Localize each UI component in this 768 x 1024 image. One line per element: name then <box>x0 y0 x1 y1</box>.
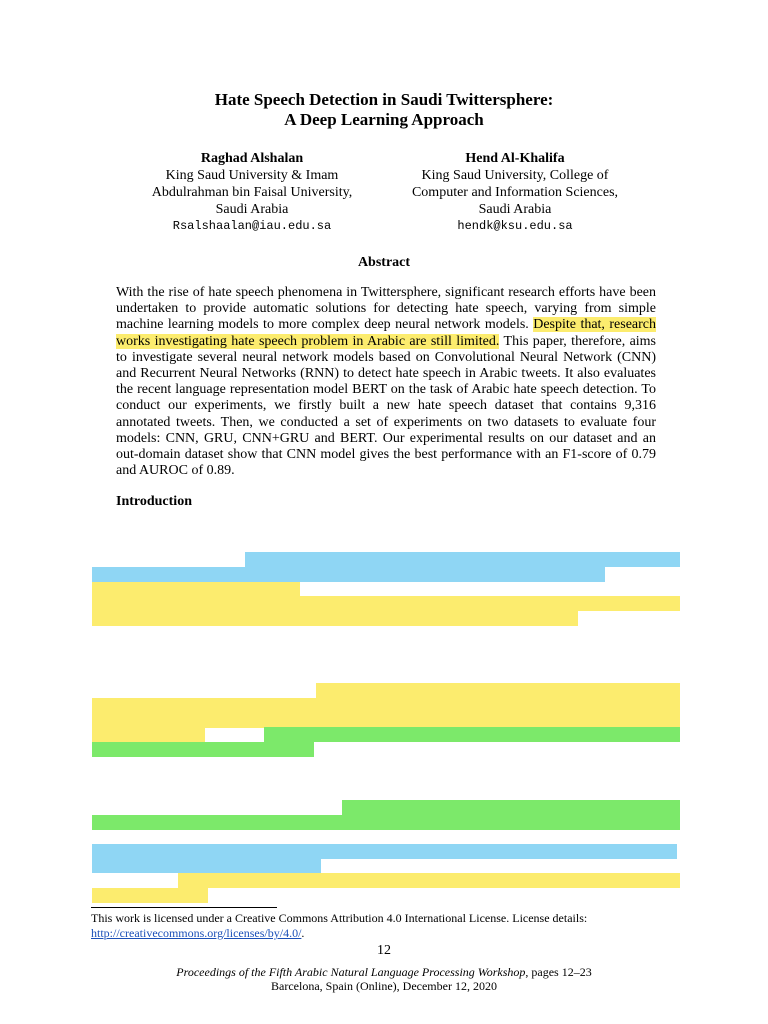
highlight-bar-yellow <box>316 683 680 698</box>
highlight-bar-yellow <box>92 582 300 597</box>
proceedings-line-2: Barcelona, Spain (Online), December 12, 2020 <box>271 979 497 993</box>
highlight-bar-green <box>342 800 680 815</box>
proceedings-title: Proceedings of the Fifth Arabic Natural Language Processing Workshop <box>176 965 526 979</box>
highlight-bar-yellow <box>92 713 680 728</box>
highlight-bar-green <box>264 727 680 742</box>
abstract-highlighted-sentence: Despite that, research works investigating hate speech problem in Arabic are still limited. <box>116 317 657 349</box>
proceedings-pages: , pages 12–23 <box>525 965 592 979</box>
author-2 <box>365 150 665 235</box>
author-1-email: Rsalshaalan@iau.edu.sa <box>172 219 332 233</box>
page-number: 12 <box>377 943 391 958</box>
proceedings-line-1 <box>0 965 768 980</box>
introduction-heading: Introduction <box>116 494 192 509</box>
highlight-bar-blue <box>92 844 677 859</box>
license-link[interactable]: http://creativecommons.org/licenses/by/4.0/ <box>91 926 302 940</box>
author-1-affiliation-line-1: King Saud University & Imam <box>165 168 339 183</box>
abstract-text-before: With the rise of hate speech phenomena in Twittersphere, significant research efforts have been undertaken to provide automatic solutions for detecting hate speech, varying from simple machine learning models to more complex deep neural network models. <box>116 285 656 333</box>
highlight-bar-yellow <box>92 611 578 626</box>
highlight-bar-yellow <box>92 698 680 713</box>
footnote-text: This work is licensed under a Creative Commons Attribution 4.0 International License. License details: <box>91 911 588 925</box>
footnote-end: . <box>301 926 305 940</box>
highlight-bar-yellow <box>178 873 680 888</box>
highlight-bar-green <box>92 815 680 830</box>
author-1-name: Raghad Alshalan <box>200 151 304 166</box>
paper-title-line-2: A Deep Learning Approach <box>284 110 484 129</box>
footnote <box>91 911 691 941</box>
highlight-bar-blue <box>92 567 605 582</box>
footnote-rule <box>91 907 277 908</box>
highlight-bar-blue <box>245 552 680 567</box>
author-1-affiliation-line-2: Abdulrahman bin Faisal University, <box>151 185 353 200</box>
abstract-heading: Abstract <box>357 255 411 270</box>
abstract-text-after: This paper, therefore, aims to investigate several neural network models based on Convolutional Neural Network (CNN) and Recurrent Neural Networks (RNN) to detect hate speech in Arabic tweets. It also evaluates the recent language representation model BERT on the task of Arabic hate speech detection. To conduct our experiments, we firstly built a new hate speech dataset that contains 9,316 annotated tweets. Then, we conducted a set of experiments on two datasets to evaluate four models: CNN, GRU, CNN+GRU and BERT. Our experimental results on our dataset and an out-domain dataset show that CNN model gives the best performance with an F1-score of 0.79 and AUROC of 0.89. <box>116 333 657 479</box>
author-2-email: hendk@ksu.edu.sa <box>457 219 573 233</box>
author-2-affiliation-line-1: King Saud University, College of <box>421 168 609 183</box>
author-1-affiliation-line-3: Saudi Arabia <box>215 202 289 217</box>
paper-title-line-1: Hate Speech Detection in Saudi Twittersphere: <box>214 90 554 109</box>
author-2-name: Hend Al-Khalifa <box>465 151 565 166</box>
highlight-bar-green <box>92 742 314 757</box>
author-2-affiliation-line-3: Saudi Arabia <box>478 202 552 217</box>
highlight-bar-yellow <box>92 888 208 903</box>
author-1 <box>102 150 402 235</box>
author-2-affiliation-line-2: Computer and Information Sciences, <box>411 185 619 200</box>
highlight-bar-yellow <box>92 596 680 611</box>
highlight-bar-blue <box>92 858 321 873</box>
abstract-body <box>116 285 656 479</box>
highlight-bar-yellow <box>92 727 205 742</box>
